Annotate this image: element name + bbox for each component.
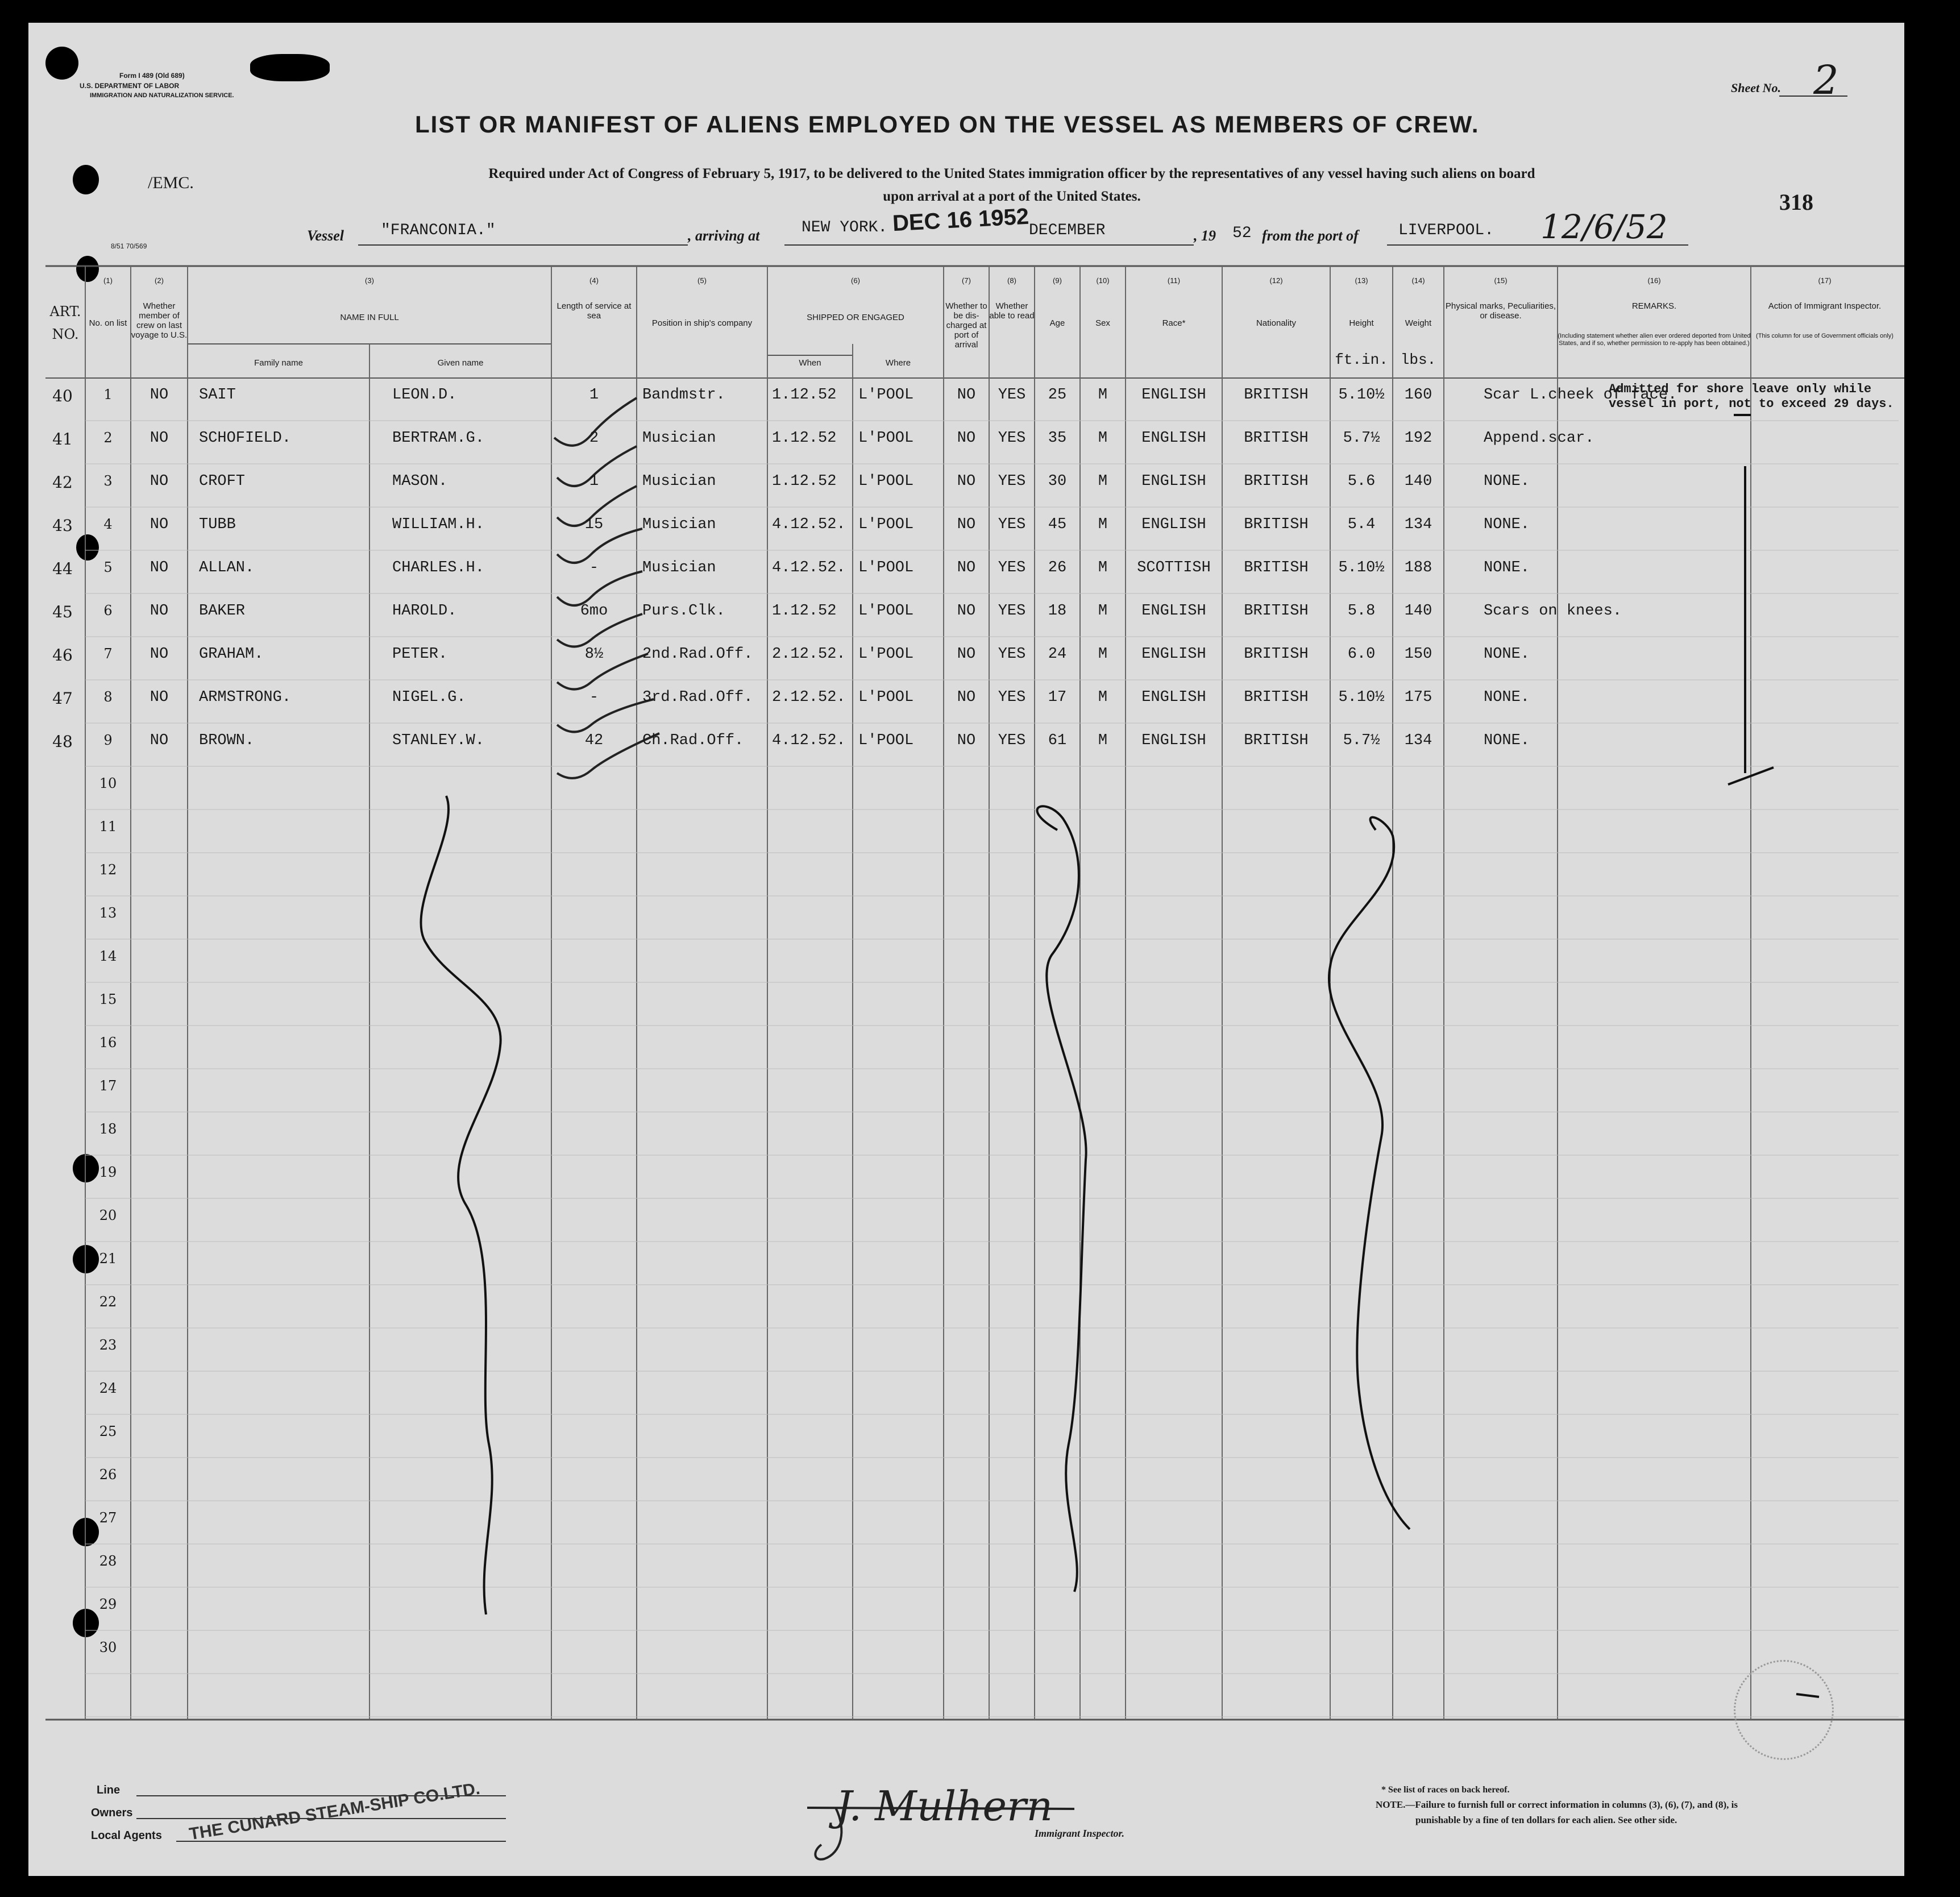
cell-when: 4.12.52. bbox=[772, 516, 846, 533]
col-c17-number: (17) bbox=[1818, 276, 1832, 285]
file-reference: /EMC. bbox=[148, 173, 194, 192]
manifest-sheet bbox=[28, 23, 1904, 1876]
cell-family: BAKER bbox=[199, 603, 246, 620]
cell-age: 35 bbox=[1048, 430, 1067, 447]
col-c10-number: (10) bbox=[1096, 276, 1110, 285]
cell-given: NIGEL.G. bbox=[392, 689, 466, 706]
col-c6-header: SHIPPED OR ENGAGED bbox=[807, 313, 904, 322]
cell-family: ARMSTRONG. bbox=[199, 689, 292, 706]
col-c4-number: (4) bbox=[589, 276, 599, 285]
col-c6b-header: Where bbox=[885, 358, 911, 368]
cell-where: L'POOL bbox=[858, 689, 914, 706]
row-number: 18 bbox=[99, 1121, 117, 1137]
art-number: 47 bbox=[52, 689, 73, 708]
col-c1-header: No. on list bbox=[89, 318, 127, 328]
cell-when: 1.12.52 bbox=[772, 430, 837, 447]
cell-disch: NO bbox=[957, 603, 976, 620]
cell-given: CHARLES.H. bbox=[392, 559, 485, 576]
row-number: 7 bbox=[103, 646, 113, 662]
cell-last: NO bbox=[150, 603, 169, 620]
col-c5-number: (5) bbox=[697, 276, 707, 285]
col-c9-number: (9) bbox=[1053, 276, 1062, 285]
cell-height: 5.10½ bbox=[1338, 689, 1385, 706]
cell-age: 30 bbox=[1048, 473, 1067, 490]
art-number: 42 bbox=[52, 473, 73, 492]
cell-service: - bbox=[589, 689, 599, 706]
cell-weight: 134 bbox=[1404, 516, 1432, 533]
manifest-grid bbox=[28, 23, 1904, 1876]
cell-height: 6.0 bbox=[1347, 646, 1376, 663]
cell-where: L'POOL bbox=[858, 473, 914, 490]
cell-position: Musician bbox=[642, 559, 716, 576]
row-number: 16 bbox=[99, 1035, 117, 1051]
cell-last: NO bbox=[150, 732, 169, 749]
cell-age: 17 bbox=[1048, 689, 1067, 706]
cell-last: NO bbox=[150, 516, 169, 533]
owners-label: Owners bbox=[91, 1807, 133, 1819]
col-c11-header: Race* bbox=[1162, 318, 1186, 328]
cell-age: 25 bbox=[1048, 387, 1067, 404]
col-c17-sub: (This column for use of Government officials only) bbox=[1756, 333, 1893, 339]
cell-weight: 134 bbox=[1404, 732, 1432, 749]
cell-position: 2nd.Rad.Off. bbox=[642, 646, 753, 663]
col-c11-number: (11) bbox=[1167, 276, 1181, 285]
cell-race: ENGLISH bbox=[1141, 516, 1206, 533]
row-number: 15 bbox=[99, 991, 117, 1007]
cell-race: SCOTTISH bbox=[1137, 559, 1211, 576]
cell-weight: 140 bbox=[1404, 603, 1432, 620]
cell-height: 5.7½ bbox=[1343, 430, 1380, 447]
cell-read: YES bbox=[998, 473, 1026, 490]
row-number: 4 bbox=[103, 516, 113, 532]
form-number: Form I 489 (Old 689) bbox=[119, 72, 185, 80]
cell-service: 42 bbox=[584, 732, 604, 749]
cell-service: - bbox=[589, 559, 599, 576]
row-number: 23 bbox=[99, 1337, 117, 1353]
cell-where: L'POOL bbox=[858, 646, 914, 663]
row-number: 12 bbox=[99, 862, 117, 878]
from-port-label: from the port of bbox=[1262, 227, 1359, 244]
cell-sex: M bbox=[1098, 559, 1108, 576]
note-line-2: punishable by a fine of ten dollars for each alien. See other side. bbox=[1415, 1815, 1677, 1825]
cell-nat: BRITISH bbox=[1244, 646, 1309, 663]
cell-read: YES bbox=[998, 559, 1026, 576]
cell-nat: BRITISH bbox=[1244, 732, 1309, 749]
col-c10-header: Sex bbox=[1095, 318, 1110, 328]
art-number: 46 bbox=[52, 646, 73, 665]
col-c6-number: (6) bbox=[851, 276, 860, 285]
row-number: 10 bbox=[99, 775, 117, 791]
cell-read: YES bbox=[998, 646, 1026, 663]
cell-height: 5.4 bbox=[1347, 516, 1376, 533]
cell-race: ENGLISH bbox=[1141, 387, 1206, 404]
cell-read: YES bbox=[998, 732, 1026, 749]
cell-position: 3rd.Rad.Off. bbox=[642, 689, 753, 706]
remarks-note: Admitted for shore leave only while vessel in port, not to exceed 29 days. bbox=[1609, 382, 1894, 411]
date-stamp: DEC 16 1952 bbox=[891, 204, 1030, 236]
row-number: 5 bbox=[103, 559, 113, 575]
cell-when: 1.12.52 bbox=[772, 387, 837, 404]
cell-read: YES bbox=[998, 430, 1026, 447]
note-line-1: NOTE.—Failure to furnish full or correct information in columns (3), (6), (7), and (8), is bbox=[1376, 1799, 1738, 1810]
cell-marks: NONE. bbox=[1484, 559, 1530, 576]
cell-nat: BRITISH bbox=[1244, 430, 1309, 447]
cell-disch: NO bbox=[957, 646, 976, 663]
cell-last: NO bbox=[150, 473, 169, 490]
col-c13-unit: ft.in. bbox=[1335, 351, 1388, 368]
arrival-month: DECEMBER bbox=[1029, 222, 1106, 239]
row-number: 25 bbox=[99, 1423, 117, 1439]
subtitle-line-2: upon arrival at a port of the United States. bbox=[883, 189, 1141, 204]
col-c12-number: (12) bbox=[1269, 276, 1283, 285]
arrival-port: NEW YORK. bbox=[802, 219, 888, 236]
row-number: 14 bbox=[99, 948, 117, 964]
col-c14-number: (14) bbox=[1411, 276, 1425, 285]
row-number: 6 bbox=[103, 603, 113, 619]
col-c14-unit: lbs. bbox=[1400, 351, 1436, 368]
cell-marks: Scar L.cheek of face. bbox=[1484, 387, 1677, 404]
cell-age: 61 bbox=[1048, 732, 1067, 749]
row-number: 28 bbox=[99, 1553, 117, 1569]
page-number: 318 bbox=[1779, 189, 1813, 215]
cell-family: TUBB bbox=[199, 516, 236, 533]
row-number: 27 bbox=[99, 1510, 117, 1526]
cell-service: 1 bbox=[589, 387, 599, 404]
signature: J. Mulhern bbox=[836, 1782, 1053, 1830]
cell-family: SAIT bbox=[199, 387, 236, 404]
cell-where: L'POOL bbox=[858, 387, 914, 404]
cell-weight: 192 bbox=[1404, 430, 1432, 447]
art-label: ART. bbox=[49, 304, 81, 319]
art-number: 44 bbox=[52, 559, 73, 578]
cell-read: YES bbox=[998, 689, 1026, 706]
cell-sex: M bbox=[1098, 516, 1108, 533]
row-number: 2 bbox=[103, 430, 113, 446]
cell-read: YES bbox=[998, 387, 1026, 404]
cell-family: GRAHAM. bbox=[199, 646, 264, 663]
cell-sex: M bbox=[1098, 430, 1108, 447]
cell-given: WILLIAM.H. bbox=[392, 516, 485, 533]
row-number: 1 bbox=[103, 387, 113, 402]
col-c9-header: Age bbox=[1049, 318, 1065, 328]
agents-underline bbox=[176, 1841, 506, 1842]
cell-last: NO bbox=[150, 559, 169, 576]
cell-family: BROWN. bbox=[199, 732, 255, 749]
cell-position: Musician bbox=[642, 430, 716, 447]
cell-service: 15 bbox=[584, 516, 604, 533]
row-number: 30 bbox=[99, 1639, 117, 1655]
cell-service: 2 bbox=[589, 430, 599, 447]
col-c3b-header: Given name bbox=[437, 358, 484, 368]
col-c5-header: Position in ship's company bbox=[651, 318, 753, 328]
row-number: 3 bbox=[103, 473, 113, 489]
cell-marks: NONE. bbox=[1484, 516, 1530, 533]
col-c7-header: Whether to be dis-charged at port of arrival bbox=[945, 301, 987, 350]
cell-given: BERTRAM.G. bbox=[392, 430, 485, 447]
cell-race: ENGLISH bbox=[1141, 689, 1206, 706]
company-stamp: THE CUNARD STEAM-SHIP CO.LTD. bbox=[188, 1779, 481, 1844]
cell-where: L'POOL bbox=[858, 430, 914, 447]
cell-position: Ch.Rad.Off. bbox=[642, 732, 744, 749]
col-c8-number: (8) bbox=[1007, 276, 1016, 285]
cell-race: ENGLISH bbox=[1141, 430, 1206, 447]
col-c3-header: NAME IN FULL bbox=[340, 313, 399, 322]
cell-weight: 188 bbox=[1404, 559, 1432, 576]
cell-position: Bandmstr. bbox=[642, 387, 725, 404]
art-number: 43 bbox=[52, 516, 73, 535]
cell-when: 4.12.52. bbox=[772, 559, 846, 576]
cell-weight: 140 bbox=[1404, 473, 1432, 490]
cell-nat: BRITISH bbox=[1244, 559, 1309, 576]
cell-last: NO bbox=[150, 689, 169, 706]
cell-position: Musician bbox=[642, 516, 716, 533]
cell-where: L'POOL bbox=[858, 516, 914, 533]
races-note: * See list of races on back hereof. bbox=[1381, 1785, 1510, 1795]
col-c1-number: (1) bbox=[103, 276, 113, 285]
vessel-label: Vessel bbox=[307, 227, 344, 244]
cell-sex: M bbox=[1098, 387, 1108, 404]
vessel-name: "FRANCONIA." bbox=[381, 222, 496, 239]
cell-height: 5.8 bbox=[1347, 603, 1376, 620]
col-c2-number: (2) bbox=[155, 276, 164, 285]
department: U.S. DEPARTMENT OF LABOR bbox=[80, 82, 180, 90]
line-label: Line bbox=[97, 1784, 121, 1796]
row-number: 8 bbox=[103, 689, 113, 705]
cell-race: ENGLISH bbox=[1141, 603, 1206, 620]
row-number: 21 bbox=[99, 1251, 117, 1267]
col-c17-header: Action of Immigrant Inspector. bbox=[1768, 301, 1882, 311]
cell-disch: NO bbox=[957, 689, 976, 706]
row-number: 26 bbox=[99, 1467, 117, 1483]
cell-disch: NO bbox=[957, 387, 976, 404]
cell-disch: NO bbox=[957, 559, 976, 576]
cell-family: ALLAN. bbox=[199, 559, 255, 576]
check-marks bbox=[554, 398, 659, 778]
cell-last: NO bbox=[150, 387, 169, 404]
cell-position: Purs.Clk. bbox=[642, 603, 725, 620]
cell-when: 1.12.52 bbox=[772, 603, 837, 620]
row-number: 29 bbox=[99, 1596, 117, 1612]
row-number: 19 bbox=[99, 1164, 117, 1180]
cell-nat: BRITISH bbox=[1244, 387, 1309, 404]
cell-given: HAROLD. bbox=[392, 603, 457, 620]
cell-height: 5.10½ bbox=[1338, 559, 1385, 576]
row-number: 13 bbox=[99, 905, 117, 921]
col-c8-header: Whether able to read bbox=[989, 301, 1035, 321]
cell-age: 18 bbox=[1048, 603, 1067, 620]
cell-when: 2.12.52. bbox=[772, 646, 846, 663]
cell-service: 1 bbox=[589, 473, 599, 490]
col-c4-header: Length of service at sea bbox=[557, 301, 632, 321]
cell-sex: M bbox=[1098, 603, 1108, 620]
cell-disch: NO bbox=[957, 732, 976, 749]
subtitle-line-1: Required under Act of Congress of February 5, 1917, to be delivered to the United States immigration officer by the representatives of any vessel having such aliens on board bbox=[488, 166, 1535, 181]
agents-label: Local Agents bbox=[91, 1829, 162, 1842]
cell-when: 2.12.52. bbox=[772, 689, 846, 706]
cell-sex: M bbox=[1098, 473, 1108, 490]
cell-given: MASON. bbox=[392, 473, 448, 490]
cell-marks: NONE. bbox=[1484, 689, 1530, 706]
cell-where: L'POOL bbox=[858, 603, 914, 620]
small-reference: 8/51 70/569 bbox=[111, 242, 147, 250]
cell-sex: M bbox=[1098, 689, 1108, 706]
row-number: 11 bbox=[99, 819, 117, 835]
cell-race: ENGLISH bbox=[1141, 646, 1206, 663]
cell-last: NO bbox=[150, 430, 169, 447]
page-title: LIST OR MANIFEST OF ALIENS EMPLOYED ON THE VESSEL AS MEMBERS OF CREW. bbox=[415, 111, 1480, 138]
cell-weight: 150 bbox=[1404, 646, 1432, 663]
cell-marks: Scars on knees. bbox=[1484, 603, 1622, 620]
art-number: 48 bbox=[52, 732, 73, 751]
cell-disch: NO bbox=[957, 473, 976, 490]
cell-service: 6mo bbox=[580, 603, 608, 620]
col-c12-header: Nationality bbox=[1256, 318, 1297, 328]
col-c3-number: (3) bbox=[365, 276, 374, 285]
cell-marks: NONE. bbox=[1484, 646, 1530, 663]
official-seal bbox=[1734, 1660, 1834, 1760]
row-number: 20 bbox=[99, 1207, 117, 1223]
cell-read: YES bbox=[998, 516, 1026, 533]
sheet-label: Sheet No. bbox=[1731, 81, 1781, 95]
row-number: 24 bbox=[99, 1380, 117, 1396]
cell-height: 5.7½ bbox=[1343, 732, 1380, 749]
cell-last: NO bbox=[150, 646, 169, 663]
row-number: 22 bbox=[99, 1294, 117, 1310]
arriving-label: , arriving at bbox=[688, 227, 760, 244]
col-c3a-header: Family name bbox=[254, 358, 303, 368]
arrival-year: 52 bbox=[1232, 225, 1252, 242]
cell-age: 45 bbox=[1048, 516, 1067, 533]
row-number: 9 bbox=[103, 732, 113, 748]
cell-race: ENGLISH bbox=[1141, 732, 1206, 749]
cell-family: SCHOFIELD. bbox=[199, 430, 292, 447]
art-number: 45 bbox=[52, 603, 73, 621]
col-c16-header: REMARKS. bbox=[1631, 301, 1677, 311]
inspector-label: Immigrant Inspector. bbox=[1035, 1828, 1125, 1839]
col-c15-number: (15) bbox=[1494, 276, 1508, 285]
cell-height: 5.6 bbox=[1347, 473, 1376, 490]
cell-height: 5.10½ bbox=[1338, 387, 1385, 404]
cell-service: 8½ bbox=[584, 646, 604, 663]
cell-weight: 160 bbox=[1404, 387, 1432, 404]
col-c13-header: Height bbox=[1349, 318, 1374, 328]
col-c16-sub: (Including statement whether alien ever ordered deported from United States, and if so, whether permission to re-apply has been obtained.) bbox=[1558, 333, 1751, 347]
cell-where: L'POOL bbox=[858, 559, 914, 576]
service: IMMIGRATION AND NATURALIZATION SERVICE. bbox=[90, 92, 234, 99]
cell-read: YES bbox=[998, 603, 1026, 620]
cell-position: Musician bbox=[642, 473, 716, 490]
col-c16-number: (16) bbox=[1647, 276, 1661, 285]
cell-when: 1.12.52 bbox=[772, 473, 837, 490]
cell-marks: NONE. bbox=[1484, 473, 1530, 490]
cell-nat: BRITISH bbox=[1244, 603, 1309, 620]
cell-where: L'POOL bbox=[858, 732, 914, 749]
art-number: 41 bbox=[52, 430, 73, 449]
cell-given: PETER. bbox=[392, 646, 448, 663]
year-prefix: , 19 bbox=[1194, 227, 1216, 244]
sheet-number: 2 bbox=[1813, 57, 1839, 103]
art-no-label: NO. bbox=[52, 326, 79, 342]
col-c13-number: (13) bbox=[1355, 276, 1368, 285]
cell-given: LEON.D. bbox=[392, 387, 457, 404]
cell-nat: BRITISH bbox=[1244, 473, 1309, 490]
col-c15-header: Physical marks, Peculiarities, or disease. bbox=[1445, 301, 1556, 321]
col-c14-header: Weight bbox=[1405, 318, 1432, 328]
cell-given: STANLEY.W. bbox=[392, 732, 485, 749]
cell-disch: NO bbox=[957, 430, 976, 447]
cell-nat: BRITISH bbox=[1244, 689, 1309, 706]
cell-disch: NO bbox=[957, 516, 976, 533]
cell-age: 26 bbox=[1048, 559, 1067, 576]
col-c6a-header: When bbox=[799, 358, 821, 368]
cell-marks: NONE. bbox=[1484, 732, 1530, 749]
cell-when: 4.12.52. bbox=[772, 732, 846, 749]
cell-family: CROFT bbox=[199, 473, 246, 490]
cell-nat: BRITISH bbox=[1244, 516, 1309, 533]
cell-marks: Append.scar. bbox=[1484, 430, 1594, 447]
cell-age: 24 bbox=[1048, 646, 1067, 663]
cell-sex: M bbox=[1098, 732, 1108, 749]
col-c2-header: Whether member of crew on last voyage to U.S. bbox=[131, 301, 188, 340]
art-number: 40 bbox=[52, 387, 73, 405]
from-port: LIVERPOOL. bbox=[1398, 222, 1494, 239]
col-c7-number: (7) bbox=[962, 276, 971, 285]
handwritten-date: 12/6/52 bbox=[1540, 207, 1668, 246]
cell-weight: 175 bbox=[1404, 689, 1432, 706]
row-number: 17 bbox=[99, 1078, 117, 1094]
cell-race: ENGLISH bbox=[1141, 473, 1206, 490]
cell-sex: M bbox=[1098, 646, 1108, 663]
